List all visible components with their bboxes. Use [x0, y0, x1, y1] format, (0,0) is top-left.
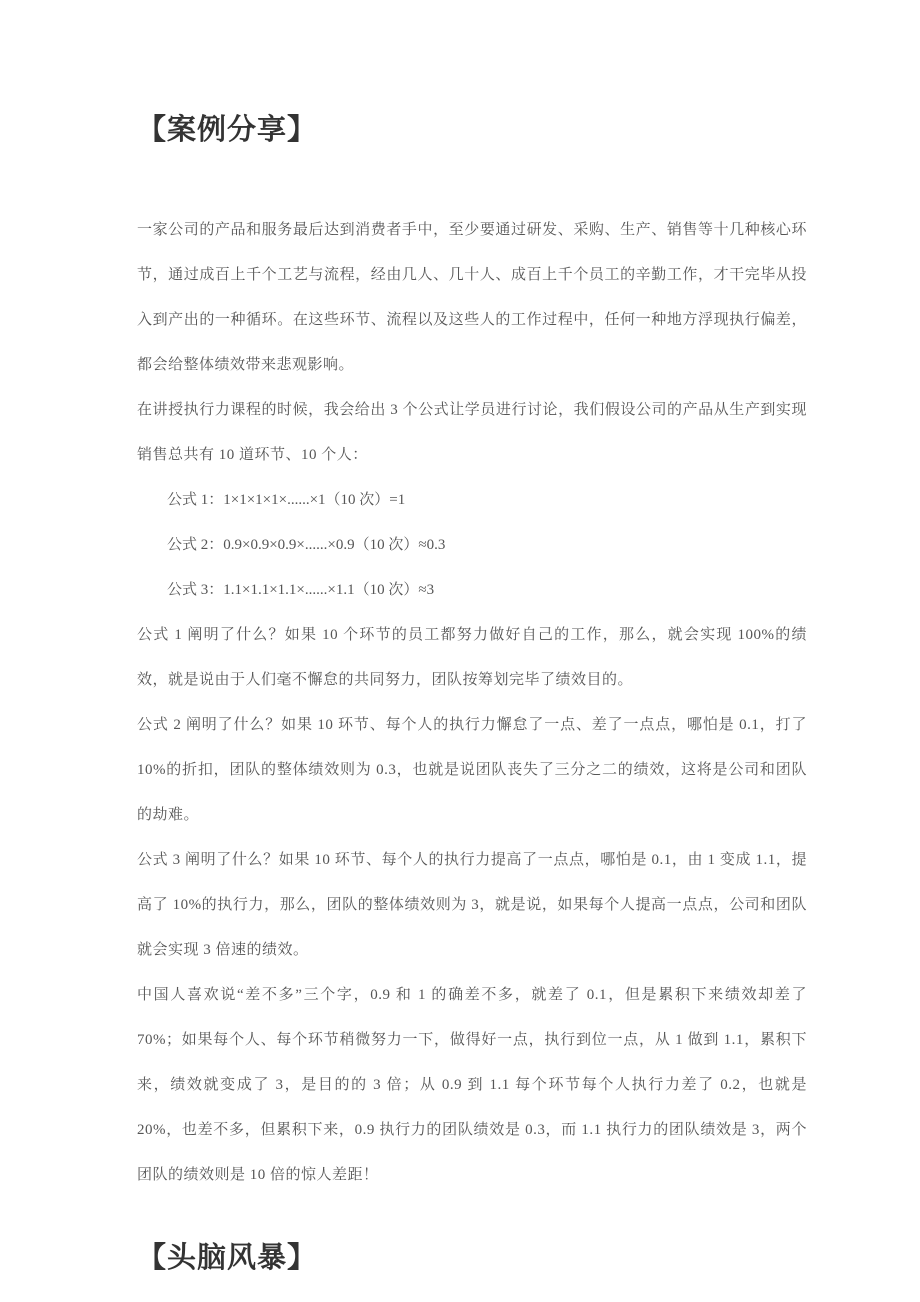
section-heading-brainstorm: 【头脑风暴】: [137, 1242, 318, 1274]
formula-3: 公式 3：1.1×1.1×1.1×......×1.1（10 次）≈3: [167, 582, 435, 598]
section-heading-case-sharing: 【案例分享】: [137, 114, 318, 146]
paragraph-intro: 一家公司的产品和服务最后达到消费者手中，至少要通过研发、采购、生产、销售等十几种核心环节，通过成百上千个工艺与流程，经由几人、几十人、成百上千个员工的辛勤工作，才干完毕从投入到产出的一种循环。在这些环节、流程以及这些人的工作过程中，任何一种地方浮现执行偏差，都会给整体绩效带来悲观影响。: [137, 222, 807, 373]
paragraph-conclusion: 中国人喜欢说“差不多”三个字，0.9 和 1 的确差不多，就差了 0.1，但是累积下来绩效却差了 70%；如果每个人、每个环节稍微努力一下，做得好一点，执行到位一点，从 1 做到 1.1，累积下来，绩效就变成了 3，是目的的 3 倍；从 0.9 到 1.1 每个环节每个人执行力差了 0.2，也就是 20%，也差不多，但累积下来，0.9 执行力的团队绩效是 0.3，而 1.1 执行力的团队绩效是 3，两个团队的绩效则是 10 倍的惊人差距！: [137, 987, 807, 1183]
paragraph-formula-3-explanation: 公式 3 阐明了什么？如果 10 环节、每个人的执行力提高了一点点，哪怕是 0.1，由 1 变成 1.1，提高了 10%的执行力，那么，团队的整体绩效则为 3，就是说，如果每个人提高一点点，公司和团队就会实现 3 倍速的绩效。: [137, 852, 807, 958]
paragraph-formula-2-explanation: 公式 2 阐明了什么？如果 10 环节、每个人的执行力懈怠了一点、差了一点点，哪怕是 0.1，打了 10%的折扣，团队的整体绩效则为 0.3，也就是说团队丧失了三分之二的绩效，这将是公司和团队的劫难。: [137, 717, 807, 823]
paragraph-course-setup: 在讲授执行力课程的时候，我会给出 3 个公式让学员进行讨论，我们假设公司的产品从生产到实现销售总共有 10 道环节、10 个人：: [137, 402, 807, 463]
formula-2: 公式 2：0.9×0.9×0.9×......×0.9（10 次）≈0.3: [167, 537, 446, 553]
formula-1: 公式 1：1×1×1×1×......×1（10 次）=1: [167, 492, 406, 508]
paragraph-formula-1-explanation: 公式 1 阐明了什么？如果 10 个环节的员工都努力做好自己的工作，那么，就会实现 100%的绩效，就是说由于人们毫不懈怠的共同努力，团队按筹划完毕了绩效目的。: [137, 627, 807, 688]
document-body: [137, 208, 807, 1198]
document-content: [137, 110, 807, 1278]
